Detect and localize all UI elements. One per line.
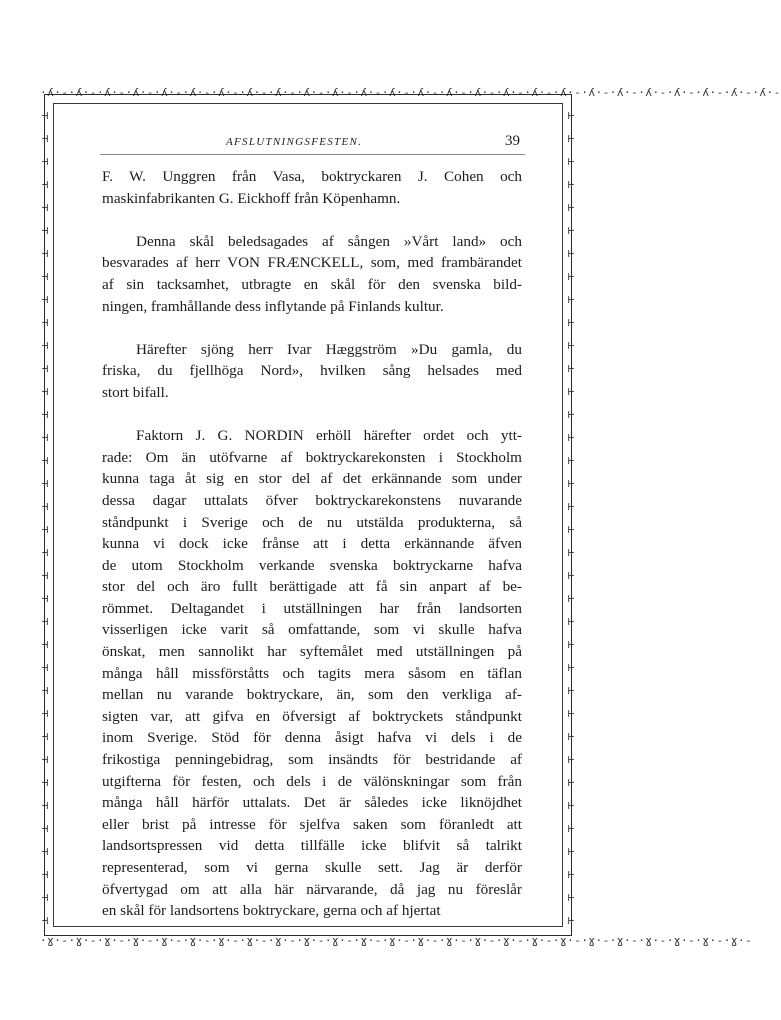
text-line: rade: Om än utöfvarne af boktryckarekonsten i Stockholm (102, 448, 522, 466)
text-line: eller brist på intresse för sjelfva saken som föranledt att (102, 815, 522, 833)
ornamental-border-right: ⊢ ⊢ ⊢ ⊢ ⊢ ⊢ ⊢ ⊢ ⊢ ⊢ ⊢ ⊢ ⊢ ⊢ ⊢ ⊢ ⊢ ⊢ ⊢ ⊢ ⊢ ⊢ ⊢ ⊢ ⊢ ⊢ ⊢ ⊢ ⊢ ⊢ ⊢ ⊢ ⊢ ⊢ ⊢ ⊢ (567, 109, 575, 927)
ornamental-border-left: ⊣ ⊣ ⊣ ⊣ ⊣ ⊣ ⊣ ⊣ ⊣ ⊣ ⊣ ⊣ ⊣ ⊣ ⊣ ⊣ ⊣ ⊣ ⊣ ⊣ ⊣ ⊣ ⊣ ⊣ ⊣ ⊣ ⊣ ⊣ ⊣ ⊣ ⊣ ⊣ ⊣ ⊣ ⊣ ⊣ (41, 109, 49, 927)
text-line: Denna skål beledsagades af sången »Vårt land» och (136, 232, 522, 250)
text-line: representerad, som vi gerna skulle sett. Jag är derför (102, 859, 522, 876)
text-line: Faktorn J. G. NORDIN erhöll härefter ordet och ytt- (136, 427, 522, 445)
text-line: ningen, framhållande dess inflytande på Finlands kultur. (102, 297, 444, 315)
text-line: kunna vi dock icke frånse att i detta erkännande äfven (102, 535, 522, 553)
header-rule (100, 154, 525, 155)
text-line: besvarades af herr VON FRÆNCKELL, som, med frambärandet (102, 254, 522, 272)
text-line: ståndpunkt i Sverige och de nu utstälda produkterna, så (102, 513, 522, 531)
text-line: mellan nu varande boktryckare, än, som den verkliga af- (102, 686, 522, 704)
ornamental-border-top: ·ʎ·-·ʎ·-·ʎ·-·ʎ·-·ʎ·-·ʎ·-·ʎ·-·ʎ·-·ʎ·-·ʎ·-·ʎ·-·ʎ·-·ʎ·-·ʎ·-·ʎ·-·ʎ·-·ʎ·-·ʎ·-·ʎ·-·ʎ·-·ʎ·-·ʎ·-·ʎ·-·ʎ·-·ʎ·-·ʎ·- (40, 86, 781, 99)
text-line: maskinfabrikanten G. Eickhoff från Köpenhamn. (102, 189, 401, 207)
body-text (102, 166, 522, 943)
page-number: 39 (505, 133, 520, 149)
text-line: sigten var, att gifva en öfversigt af boktryckets ståndpunkt (102, 707, 522, 725)
paragraph (102, 231, 522, 317)
text-line: römmet. Deltagandet i utställningen har från landsorten (102, 599, 522, 617)
paragraph (102, 339, 522, 404)
text-line: inom Sverige. Stöd för denna åsigt hafva vi dels i de (102, 729, 522, 747)
text-line: frikostiga penningebidrag, som insändts för bestridande af (102, 751, 522, 769)
text-line: önskat, men sannolikt har syftemålet med utställningen på (102, 643, 522, 661)
text-line: Härefter sjöng herr Ivar Hæggström »Du gamla, du (136, 340, 522, 358)
text-line: många håll missförståtts och tagits mera såsom en täflan (102, 664, 522, 682)
running-title: AFSLUTNINGSFESTEN. (226, 136, 363, 148)
text-line: dessa dagar uttalats öfver boktryckarekonstens nuvarande (102, 491, 522, 509)
text-line: F. W. Unggren från Vasa, boktryckaren J. Cohen och (102, 168, 522, 185)
text-line: stor del och äro fullt berättigade att få sin anpart af be- (102, 578, 522, 596)
text-line: visserligen icke varit så omfattande, som vi skulle hafva (102, 621, 522, 639)
text-line: en skål för landsortens boktryckare, gerna och af hjertat (102, 902, 441, 920)
text-line: utgifterna för festen, och dels i de välönskningar som från (102, 772, 522, 790)
paragraph (102, 166, 522, 209)
text-line: öfvertygad om att alla här närvarande, då jag nu föreslår (102, 880, 522, 898)
text-line: af sin tacksamhet, utbragte en skål för den svenska bild- (102, 275, 522, 293)
paragraph (102, 425, 522, 922)
text-line: stort bifall. (102, 383, 169, 401)
text-line: de utom Stockholm verkande svenska boktryckarne hafva (102, 556, 522, 574)
text-line: kunna taga åt sig en stor del af det erkännande som under (102, 470, 522, 488)
text-line: friska, du fjellhöga Nord», hvilken sång helsades med (102, 362, 522, 380)
text-line: många håll härför uttalats. Det är således icke liknöjdhet (102, 794, 522, 812)
text-line: landsortspressen vid detta tillfälle icke blifvit så talrikt (102, 837, 522, 855)
ornamental-border-bottom: ·ɣ·-·ɣ·-·ɣ·-·ɣ·-·ɣ·-·ɣ·-·ɣ·-·ɣ·-·ɣ·-·ɣ·-·ɣ·-·ɣ·-·ɣ·-·ɣ·-·ɣ·-·ɣ·-·ɣ·-·ɣ·-·ɣ·-·ɣ·-·ɣ·-·ɣ·-·ɣ·-·ɣ·-·ɣ·- (40, 934, 753, 947)
